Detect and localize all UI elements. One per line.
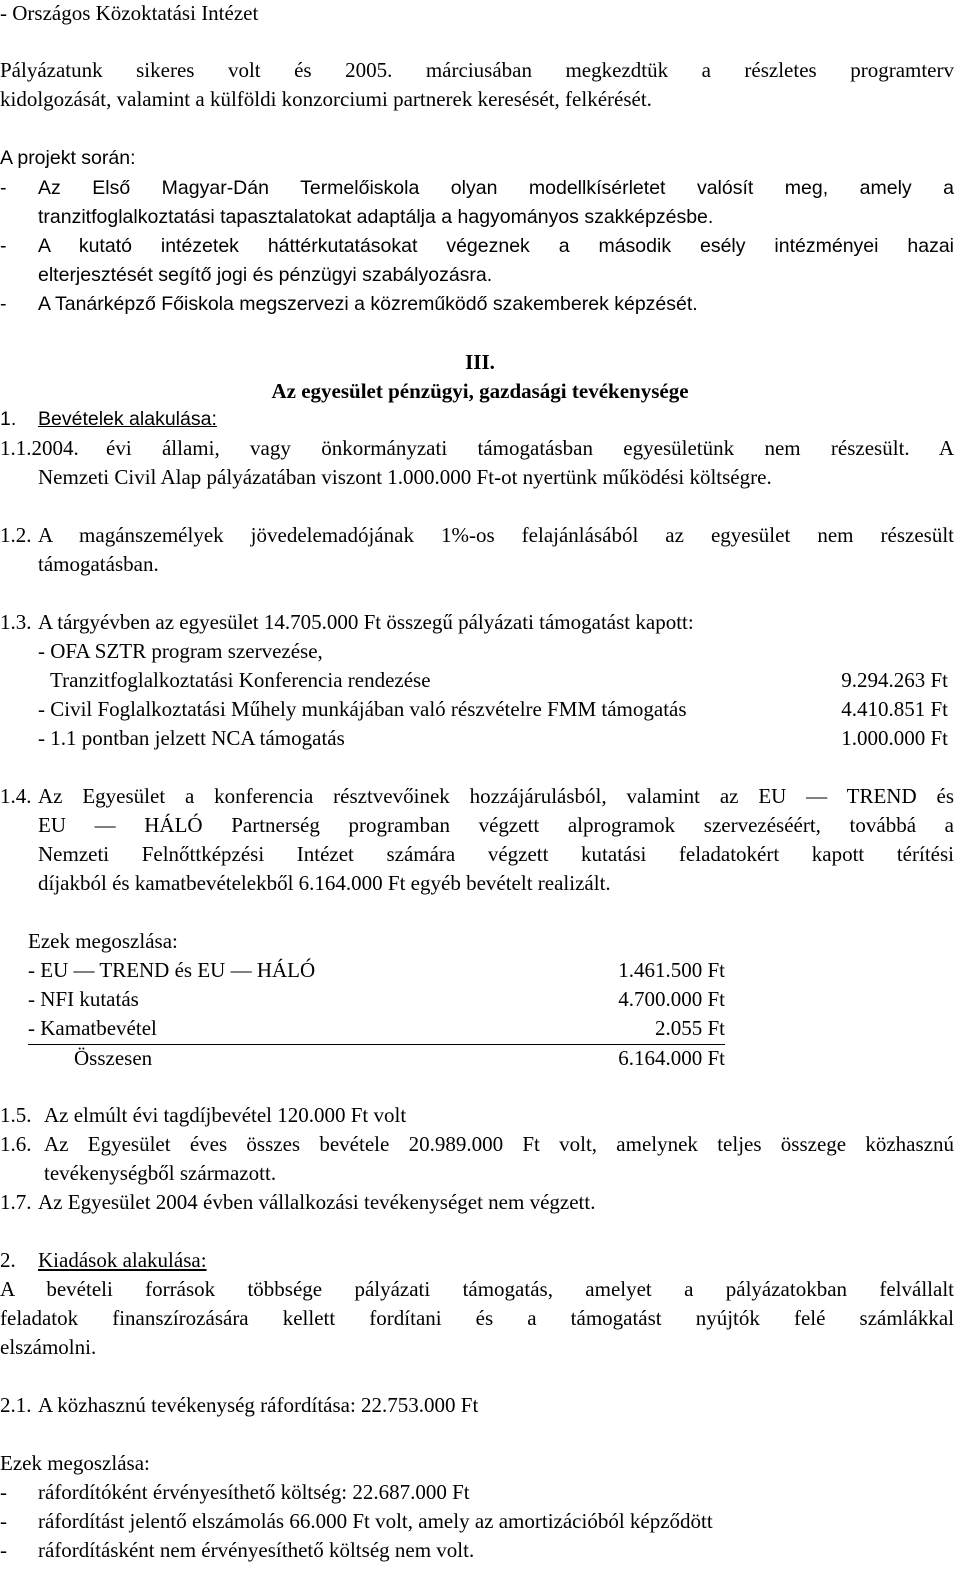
p13-line-1: A tárgyévben az egyesület 14.705.000 Ft összegű pályázati támogatást kapott: (38, 610, 694, 634)
p16-line-1: Az Egyesület éves összes bevétele 20.989.000 Ft volt, amelynek teljes összege közhasznú (44, 1132, 954, 1156)
p12-line-2: támogatásban. (38, 552, 159, 576)
p13-number: 1.3. (0, 610, 32, 634)
bullet-dash: - (0, 1538, 7, 1562)
row-label: - Kamatbevétel (28, 1016, 157, 1040)
row-label: - EU — TREND és EU — HÁLÓ (28, 958, 316, 982)
megoszlas-heading: Ezek megoszlása: (28, 929, 178, 953)
bullet-dash: - (0, 235, 7, 257)
intro-line-2: kidolgozását, valamint a külföldi konzorciumi partnerek keresését, felkérését. (0, 87, 652, 111)
kiadasok-heading: Kiadások alakulása: (38, 1248, 207, 1272)
row-amount: 4.700.000 Ft (618, 987, 725, 1011)
table-row (28, 957, 725, 986)
p14-number: 1.4. (0, 784, 32, 808)
p13-item-label: Tranzitfoglalkoztatási Konferencia rendezése (50, 668, 431, 692)
p21-line-1: A közhasznú tevékenység ráfordítása: 22.753.000 Ft (38, 1393, 479, 1417)
projekt-bullet-3-line-1: A Tanárképző Főiskola megszervezi a közreműködő szakemberek képzését. (38, 293, 698, 315)
projekt-head: A projekt során: (0, 147, 136, 169)
p13-item-amount: 9.294.263 Ft (841, 668, 948, 692)
p16-line-2: tevékenységből származott. (44, 1161, 277, 1185)
p15-number: 1.5. (0, 1103, 32, 1127)
total-label: Összesen (74, 1046, 153, 1070)
kiadasok-megoszlas-heading: Ezek megoszlása: (0, 1451, 150, 1475)
kiadasok-line-2: feladatok finanszírozására kellett fordítani és a támogatást nyújtók felé számlákkal (0, 1306, 954, 1330)
megoszlas-table (28, 957, 725, 1074)
p13-item-amount: 1.000.000 Ft (841, 726, 948, 750)
p17-line-1: Az Egyesület 2004 évben vállalkozási tevékenységet nem végzett. (38, 1190, 596, 1214)
bullet-dash: - (0, 1480, 7, 1504)
projekt-bullet-2-line-1: A kutató intézetek háttérkutatásokat végeznek a második esély intézményei hazai (38, 235, 954, 257)
p13-item-label: - OFA SZTR program szervezése, (38, 639, 323, 663)
row-label: - NFI kutatás (28, 987, 139, 1011)
p12-number: 1.2. (0, 523, 32, 547)
p13-item-label: - Civil Foglalkoztatási Műhely munkájában való részvételre FMM támogatás (38, 697, 687, 721)
p17-number: 1.7. (0, 1190, 32, 1214)
kiadasok-line-3: elszámolni. (0, 1335, 97, 1359)
kiadasok-number: 2. (0, 1248, 16, 1272)
total-row (28, 1045, 725, 1074)
total-amount: 6.164.000 Ft (618, 1046, 725, 1070)
kiadasok-item: ráfordításként nem érvényesíthető költség nem volt. (38, 1538, 475, 1562)
section-title: Az egyesület pénzügyi, gazdasági tevékenysége (271, 379, 689, 403)
projekt-bullet-1-line-1: Az Első Magyar-Dán Termelőiskola olyan modellkísérletet valósít meg, amely a (38, 177, 954, 199)
p16-number: 1.6. (0, 1132, 32, 1156)
bullet-dash: - (0, 293, 7, 315)
projekt-bullet-2-line-2: elterjesztését segítő jogi és pénzügyi szabályozásra. (38, 264, 493, 286)
p13-item-amount: 4.410.851 Ft (841, 697, 948, 721)
p15-line-1: Az elmúlt évi tagdíjbevétel 120.000 Ft volt (44, 1103, 407, 1127)
bullet-dash: - (0, 1509, 7, 1533)
bevetelek-number: 1. (0, 408, 17, 430)
p11-number: 1.1.2004. (0, 436, 79, 460)
p11-line-2: Nemzeti Civil Alap pályázatában viszont 1.000.000 Ft-ot nyertünk működési költségre. (38, 465, 772, 489)
p21-number: 2.1. (0, 1393, 32, 1417)
kiadasok-item: ráfordítóként érvényesíthető költség: 22.687.000 Ft (38, 1480, 470, 1504)
kiadasok-line-1: A bevételi források többsége pályázati támogatás, amelyet a pályázatokban felvállalt (0, 1277, 954, 1301)
p14-line-2: EU — HÁLÓ Partnerség programban végzett alprogramok szervezéséért, továbbá a (38, 813, 954, 837)
table-row (28, 1015, 725, 1045)
section-number: III. (465, 350, 495, 374)
bevetelek-heading: Bevételek alakulása: (38, 408, 217, 430)
p14-line-3: Nemzeti Felnőttképzési Intézet számára végzett kutatási feladatokért kapott térítési (38, 842, 954, 866)
top-line: - Országos Közoktatási Intézet (0, 1, 259, 25)
p14-line-1: Az Egyesület a konferencia résztvevőinek hozzájárulásból, valamint az EU — TREND és (38, 784, 954, 808)
projekt-bullet-1-line-2: tranzitfoglalkoztatási tapasztalatokat adaptálja a hagyományos szakképzésbe. (38, 206, 714, 228)
p11-line-1: évi állami, vagy önkormányzati támogatásban egyesületünk nem részesült. A (106, 436, 954, 460)
p13-item-label: - 1.1 pontban jelzett NCA támogatás (38, 726, 345, 750)
row-amount: 2.055 Ft (654, 1016, 725, 1040)
table-row (28, 986, 725, 1015)
bullet-dash: - (0, 177, 7, 199)
intro-line-1: Pályázatunk sikeres volt és 2005. márciusában megkezdtük a részletes programterv (0, 58, 954, 82)
p14-line-4: díjakból és kamatbevételekből 6.164.000 Ft egyéb bevételt realizált. (38, 871, 611, 895)
row-amount: 1.461.500 Ft (618, 958, 725, 982)
kiadasok-item: ráfordítást jelentő elszámolás 66.000 Ft volt, amely az amortizációból képződött (38, 1509, 713, 1533)
p12-line-1: A magánszemélyek jövedelemadójának 1%-os felajánlásából az egyesület nem részesült (38, 523, 954, 547)
